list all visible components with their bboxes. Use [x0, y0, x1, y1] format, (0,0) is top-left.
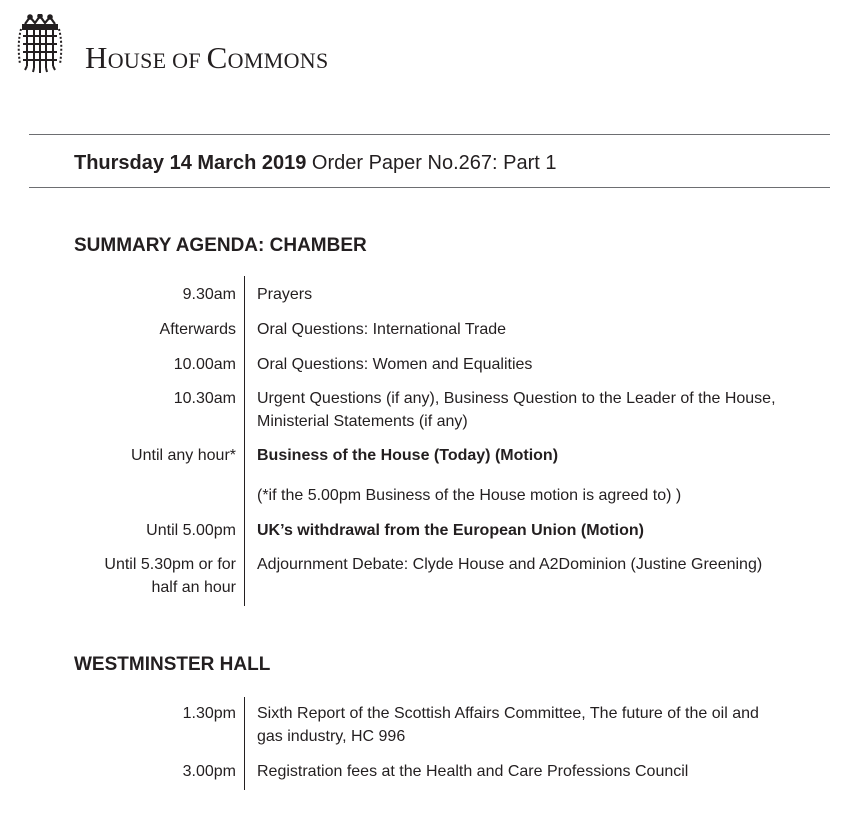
agenda-item: Oral Questions: International Trade	[257, 321, 507, 338]
agenda-time: 10.30am	[173, 390, 236, 407]
agenda-time: 10.00am	[173, 356, 236, 373]
agenda-item: Prayers	[257, 286, 313, 303]
order-paper-number: Order Paper No.267: Part 1	[311, 152, 557, 174]
agenda-divider	[244, 697, 245, 790]
agenda-divider	[244, 276, 245, 606]
agenda-item: Adjournment Debate: Clyde House and A2Dominion (Justine Greening)	[257, 556, 763, 573]
westminster-hall-heading: WESTMINSTER HALL	[74, 654, 271, 675]
agenda-item: UK’s withdrawal from the European Union (Motion)	[257, 522, 644, 539]
chamber-agenda	[29, 276, 789, 606]
agenda-time: Until 5.30pm or for half an hour	[104, 556, 236, 596]
agenda-item: Urgent Questions (if any), Business Question to the Leader of the House, Ministerial Statements (if any)	[257, 390, 776, 430]
house-of-commons-title: HOUSE OF COMMONS	[85, 40, 329, 75]
house-header	[15, 14, 515, 78]
top-divider	[29, 134, 830, 135]
order-paper-title	[74, 148, 556, 178]
agenda-time: 9.30am	[182, 286, 236, 303]
agenda-time: Until 5.00pm	[146, 522, 236, 539]
agenda-item: Oral Questions: Women and Equalities	[257, 356, 533, 373]
agenda-time: Afterwards	[159, 321, 236, 338]
agenda-item: Registration fees at the Health and Care Professions Council	[257, 763, 689, 780]
agenda-item: (*if the 5.00pm Business of the House motion is agreed to) )	[257, 487, 682, 504]
agenda-item: Sixth Report of the Scottish Affairs Committee, The future of the oil and gas industry, HC 996	[257, 705, 759, 745]
westminster-hall-agenda	[29, 697, 789, 790]
chamber-heading: SUMMARY AGENDA: CHAMBER	[74, 235, 367, 256]
bottom-divider	[29, 187, 830, 188]
agenda-time: 3.00pm	[182, 763, 236, 780]
agenda-time: 1.30pm	[182, 705, 236, 722]
agenda-time: Until any hour*	[131, 447, 236, 464]
agenda-item: Business of the House (Today) (Motion)	[257, 447, 559, 464]
order-paper-date: Thursday 14 March 2019	[74, 152, 307, 174]
portcullis-icon	[15, 14, 65, 76]
